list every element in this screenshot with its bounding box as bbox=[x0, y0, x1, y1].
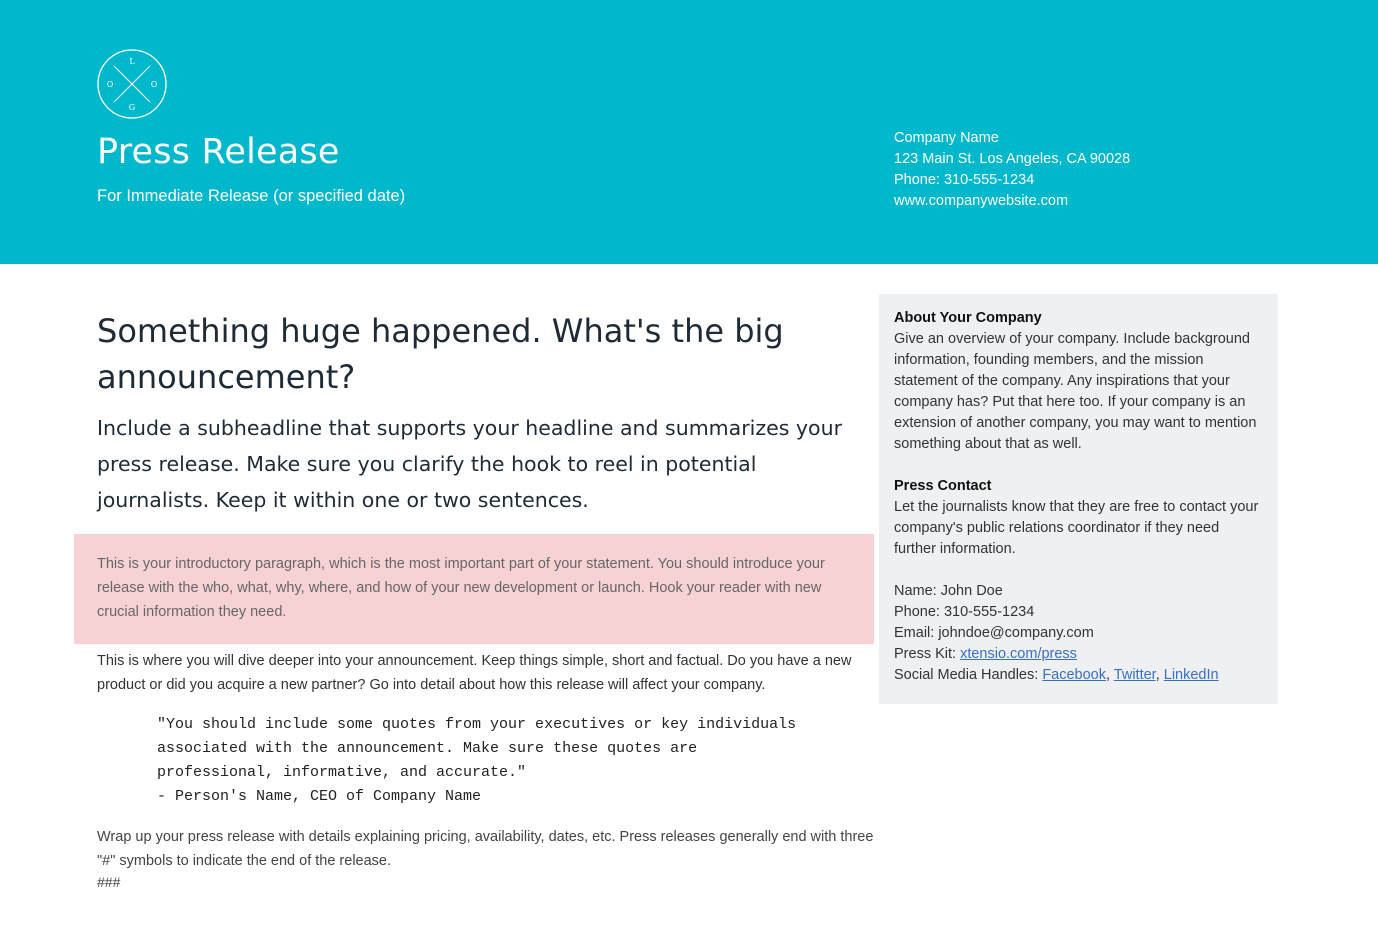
contact-name: Name: John Doe bbox=[894, 583, 1003, 599]
twitter-link[interactable]: Twitter bbox=[1113, 667, 1156, 683]
contact-email: Email: johndoe@company.com bbox=[894, 625, 1094, 641]
logo-letter-bottom: G bbox=[128, 103, 136, 112]
logo-letter-top: L bbox=[129, 57, 135, 66]
executive-quote bbox=[157, 713, 857, 809]
social-label: Social Media Handles: bbox=[894, 667, 1043, 683]
header-banner bbox=[0, 0, 1378, 264]
company-website: www.companywebsite.com bbox=[894, 193, 1069, 209]
company-address: 123 Main St. Los Angeles, CA 90028 bbox=[894, 151, 1131, 167]
quote-line: professional, informative, and accurate." bbox=[157, 764, 527, 781]
release-date-subtitle: For Immediate Release (or specified date) bbox=[97, 187, 406, 205]
logo-letter-left: O bbox=[106, 80, 114, 89]
facebook-link[interactable]: Facebook bbox=[1042, 667, 1106, 683]
intro-paragraph: This is your introductory paragraph, which is the most important part of your statement. You should introduce your release with the who, what, why, where, and how of your new development or launch. Hook your reader with new crucial information they need. bbox=[74, 534, 874, 644]
quote-line: associated with the announcement. Make sure these quotes are bbox=[157, 740, 698, 757]
about-text: Give an overview of your company. Include background information, founding members, and the mission statement of the company. Any inspirations that your company has? Put that here too. If your company is an extension of another company, you may want to mention something about that as well. bbox=[894, 331, 1257, 452]
press-contact-text: Let the journalists know that they are free to contact your company's public relations coordinator if they need further information. bbox=[894, 499, 1259, 557]
end-marker: ### bbox=[97, 874, 121, 890]
page-title: Press Release bbox=[97, 132, 340, 172]
social-separator: , bbox=[1155, 667, 1164, 683]
company-contact-block bbox=[894, 128, 1130, 212]
wrap-up-paragraph: Wrap up your press release with details explaining pricing, availability, dates, etc. Press releases generally end with three "#" symbols to indicate the end of the release. bbox=[97, 829, 874, 869]
press-kit-label: Press Kit: bbox=[894, 646, 961, 662]
press-contact-heading: Press Contact bbox=[894, 478, 992, 494]
press-kit-link[interactable]: xtensio.com/press bbox=[960, 646, 1077, 662]
subheadline: Include a subheadline that supports your headline and summarizes your press release. Make sure you clarify the hook to reel in potential journalists. Keep it within one or two sentences. bbox=[97, 416, 842, 512]
body-paragraph: This is where you will dive deeper into your announcement. Keep things simple, short and factual. Do you have a new product or did you acquire a new partner? Go into detail about how this release will affect your company. bbox=[97, 653, 852, 693]
quote-line: "You should include some quotes from your executives or key individuals bbox=[157, 716, 797, 733]
about-heading: About Your Company bbox=[894, 310, 1042, 326]
logo-icon bbox=[97, 49, 167, 119]
quote-attribution: - Person's Name, CEO of Company Name bbox=[157, 788, 482, 805]
company-phone: Phone: 310-555-1234 bbox=[894, 172, 1035, 188]
social-handles-row bbox=[894, 665, 1263, 686]
press-kit-row bbox=[894, 644, 1263, 665]
company-name: Company Name bbox=[894, 130, 999, 146]
linkedin-link[interactable]: LinkedIn bbox=[1163, 667, 1219, 683]
social-separator: , bbox=[1106, 667, 1114, 683]
sidebar-panel bbox=[879, 294, 1278, 704]
contact-phone: Phone: 310-555-1234 bbox=[894, 604, 1035, 620]
headline: Something huge happened. What's the big announcement? bbox=[97, 312, 784, 396]
logo-letter-right: O bbox=[150, 80, 158, 89]
